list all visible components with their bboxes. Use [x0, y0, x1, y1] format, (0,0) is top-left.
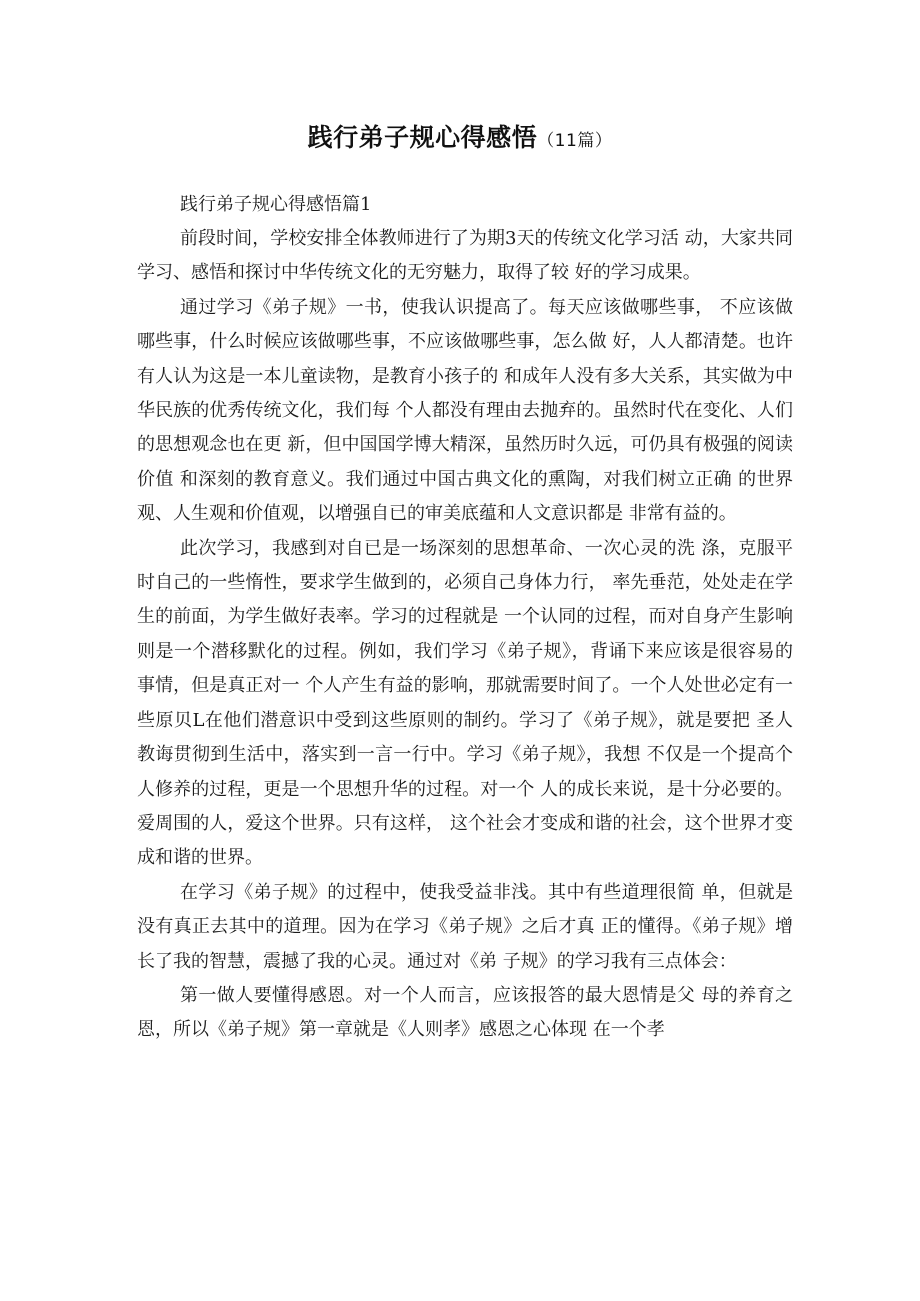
title-main: 践行弟子规心得感悟 — [307, 123, 538, 152]
paragraph-2: 通过学习《弟子规》一书，使我认识提高了。每天应该做哪些事， 不应该做哪些事，什么时候应该做哪些事，不应该做哪些事，怎么做 好，人人都清楚。也许有人认为这是一本儿童读物，是教育小孩子的 和成年人没有多大关系，其实做为中华民族的优秀传统文化，我们每 个人都没有理由去抛弃的。虽然时代在变化、人们的思想观念也在更 新，但中国国学博大精深，虽然历时久远，可仍具有极强的阅读价值 和深刻的教育意义。我们通过中国古典文化的熏陶，对我们树立正确 的世界观、人生观和价值观，以增强自已的审美底蕴和人文意识都是 非常有益的。 — [137, 296, 793, 525]
paragraph-3: 此次学习，我感到对自已是一场深刻的思想革命、一次心灵的洗 涤，克服平时自己的一些惰性，要求学生做到的，必须自己身体力行， 率先垂范，处处走在学生的前面，为学生做好表率。学习的过程就是 一个认同的过程，而对自身产生影响则是一个潜移默化的过程。例如，我们学习《弟子规》，背诵下来应该是很容易的事情，但是真正对一 个人产生有益的影响，那就需要时间了。一个人处世必定有一些原贝L在他们潜意识中受到这些原则的制约。学习了《弟子规》，就是要把 圣人教诲贯彻到生活中，落实到一言一行中。学习《弟子规》，我想 不仅是一个提高个人修养的过程，更是一个思想升华的过程。对一个 人的成长来说，是十分必要的。爱周围的人，爱这个世界。只有这样， 这个社会才变成和谐的社会，这个世界才变成和谐的世界。 — [137, 537, 793, 869]
document-body — [137, 188, 793, 1048]
document-title — [0, 118, 920, 154]
paragraph-4: 在学习《弟子规》的过程中，使我受益非浅。其中有些道理很简 单，但就是没有真正去其中的道理。因为在学习《弟子规》之后才真 正的懂得。《弟子规》增长了我的智慧，震撼了我的心灵。通过对《弟 子规》的学习我有三点体会： — [137, 881, 793, 972]
title-suffix: （11篇） — [537, 131, 613, 151]
section-heading: 践行弟子规心得感悟篇1 — [180, 194, 372, 215]
paragraph-5: 第一做人要懂得感恩。对一个人而言，应该报答的最大恩情是父 母的养育之恩，所以《弟子规》第一章就是《人则孝》感恩之心体现 在一个孝 — [137, 984, 793, 1041]
paragraph-1: 前段时间，学校安排全体教师进行了为期3天的传统文化学习活 动，大家共同学习、感悟和探讨中华传统文化的无穷魅力，取得了较 好的学习成果。 — [137, 228, 793, 284]
